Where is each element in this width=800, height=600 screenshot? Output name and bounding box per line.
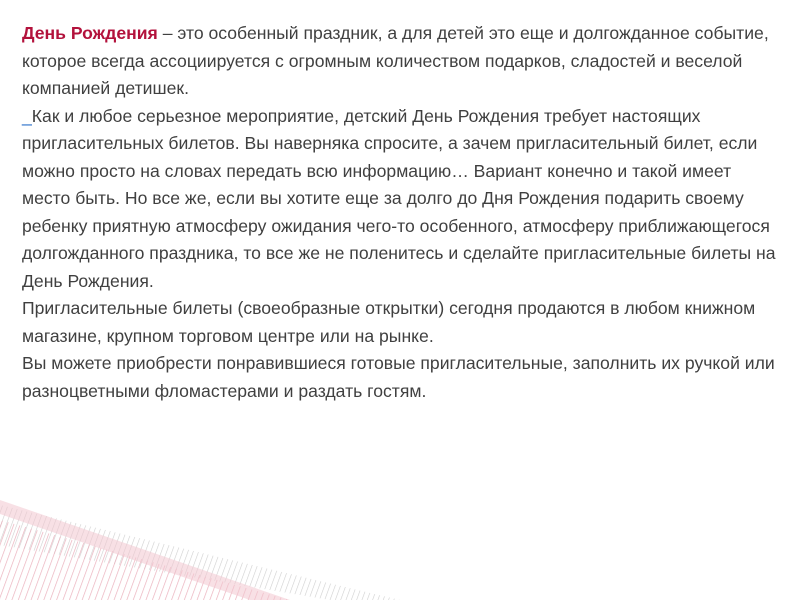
- paragraph-where-buy-text: Пригласительные билеты (своеобразные открытки) сегодня продаются в любом книжном магазине, крупном торговом центре или на рынке.: [22, 298, 756, 346]
- paragraph-fill-in: [22, 350, 782, 405]
- pink-stripe: [0, 510, 290, 600]
- paragraph-why-tickets: [22, 103, 782, 296]
- paragraph-why-tickets-text: Как и любое серьезное мероприятие, детский День Рождения требует настоящих пригласительных билетов. Вы наверняка спросите, а зачем пригласительный билет, если можно просто на словах передать всю информацию… Вариант конечно и такой имеет место быть. Но все же, если вы хотите еще за долго до Дня Рождения подарить своему ребенку приятную атмосферу ожидания чего-то особенного, атмосферу приближающегося долгожданного праздника, то все же не поленитесь и сделайте пригласительные билеты на День Рождения.: [22, 105, 776, 291]
- paragraph-fill-in-text: Вы можете приобрести понравившиеся готовые пригласительные, заполнить их ручкой или разноцветными фломастерами и раздать гостям.: [22, 353, 775, 401]
- underscore-mark: _: [22, 105, 32, 126]
- pink-stripe-edge: [0, 500, 290, 600]
- body-text: [22, 20, 782, 405]
- gray-stripe: [0, 505, 400, 600]
- paragraph-intro: [22, 20, 782, 103]
- paragraph-intro-text: – это особенный праздник, а для детей это еще и долгожданное событие, которое всегда ассоциируется с огромным количеством подарков, сладостей и веселой компанией детишек.: [22, 23, 769, 98]
- highlight-title: День Рождения: [22, 23, 158, 43]
- paragraph-where-buy: [22, 295, 782, 350]
